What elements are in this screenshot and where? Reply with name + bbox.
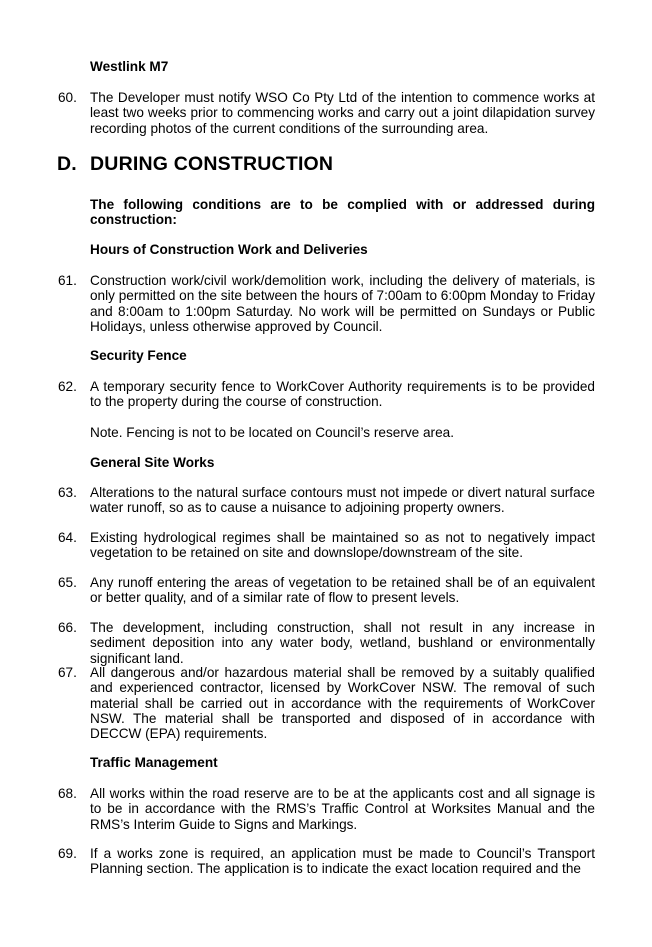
item-number-63: 63. xyxy=(58,485,77,500)
item-number-68: 68. xyxy=(58,786,77,801)
item-text-66: The development, including construction, shall not result in any increase in sediment deposition into any water body, wetland, bushland or environmentally significant land. xyxy=(90,620,595,666)
item-text-68: All works within the road reserve are to be at the applicants cost and all signage is to be in accordance with the RMS’s Traffic Control at Worksites Manual and the RMS’s Interim Guide to Signs and Markings. xyxy=(90,786,595,832)
item-number-69: 69. xyxy=(58,846,77,861)
subheading-site-works: General Site Works xyxy=(90,455,215,470)
item-text-64: Existing hydrological regimes shall be maintained so as not to negatively impact vegetation to be retained on site and downslope/downstream of the site. xyxy=(90,530,595,561)
subheading-fence: Security Fence xyxy=(90,348,187,363)
item-text-62: A temporary security fence to WorkCover Authority requirements is to be provided to the property during the course of construction. xyxy=(90,379,595,410)
subheading-westlink: Westlink M7 xyxy=(90,59,169,74)
section-heading xyxy=(57,153,333,175)
section-letter: D. xyxy=(57,153,77,175)
item-number-67: 67. xyxy=(58,665,77,680)
item-number-65: 65. xyxy=(58,575,77,590)
item-number-61: 61. xyxy=(58,273,77,288)
item-number-60: 60. xyxy=(58,90,77,105)
item-text-69: If a works zone is required, an application must be made to Council’s Transport Planning section. The application is to indicate the exact location required and the xyxy=(90,846,595,877)
item-text-65: Any runoff entering the areas of vegetation to be retained shall be of an equivalent or better quality, and of a similar rate of flow to present levels. xyxy=(90,575,595,606)
item-number-66: 66. xyxy=(58,620,77,635)
section-intro: The following conditions are to be complied with or addressed during construction: xyxy=(90,197,595,228)
item-text-67: All dangerous and/or hazardous material shall be removed by a suitably qualified and experienced contractor, licensed by WorkCover NSW. The removal of such material shall be carried out in accordance with the requirements of WorkCover NSW. The material shall be transported and disposed of in accordance with DECCW (EPA) requirements. xyxy=(90,665,595,742)
item-text-60: The Developer must notify WSO Co Pty Ltd of the intention to commence works at least two weeks prior to commencing works and carry out a joint dilapidation survey recording photos of the current conditions of the surrounding area. xyxy=(90,90,595,136)
subheading-hours: Hours of Construction Work and Deliveries xyxy=(90,242,368,257)
item-text-63: Alterations to the natural surface contours must not impede or divert natural surface water runoff, so as to cause a nuisance to adjoining property owners. xyxy=(90,485,595,516)
item-number-64: 64. xyxy=(58,530,77,545)
subheading-traffic: Traffic Management xyxy=(90,755,218,770)
section-title: DURING CONSTRUCTION xyxy=(90,153,334,175)
item-text-61: Construction work/civil work/demolition work, including the delivery of materials, is only permitted on the site between the hours of 7:00am to 6:00pm Monday to Friday and 8:00am to 1:00pm Saturday. No work will be permitted on Sundays or Public Holidays, unless otherwise approved by Council. xyxy=(90,273,595,334)
item-number-62: 62. xyxy=(58,379,77,394)
note-62: Note. Fencing is not to be located on Council’s reserve area. xyxy=(90,425,454,440)
